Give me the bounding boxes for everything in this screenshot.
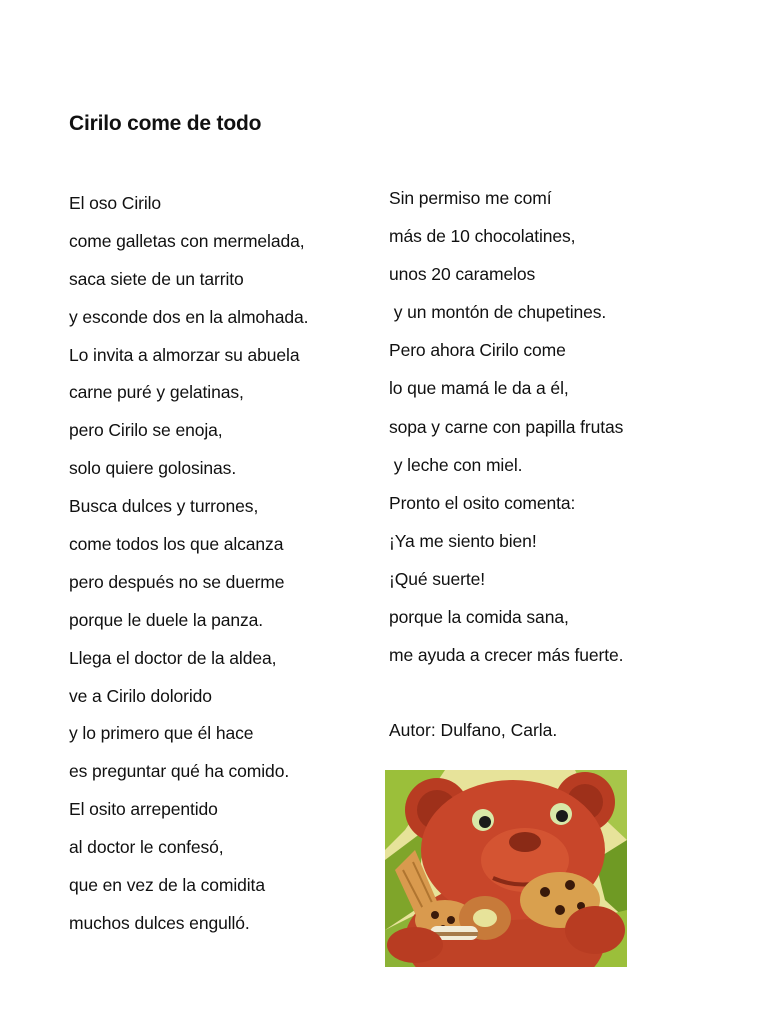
poem-line: solo quiere golosinas. xyxy=(69,458,237,479)
poem-line: El oso Cirilo xyxy=(69,193,162,213)
poem-line: pero Cirilo se enoja, xyxy=(69,420,223,441)
poem-line: carne puré y gelatinas, xyxy=(69,382,244,403)
poem-line: Sin permiso me comí xyxy=(389,188,552,208)
poem-line: Llega el doctor de la aldea, xyxy=(69,647,277,668)
poem-line: lo que mamá le da a él, xyxy=(389,378,569,399)
poem-line: porque le duele la panza. xyxy=(69,609,264,630)
poem-line: y leche con miel. xyxy=(389,454,523,475)
poem-line: Busca dulces y turrones, xyxy=(69,496,259,517)
poem-line: saca siete de un tarrito xyxy=(69,268,244,289)
poem-line: muchos dulces engulló. xyxy=(69,912,250,933)
poem-line: y esconde dos en la almohada. xyxy=(69,306,309,327)
poem-line: ¡Qué suerte! xyxy=(389,568,486,589)
poem-line: pero después no se duerme xyxy=(69,571,285,592)
bear-illustration xyxy=(385,770,627,967)
poem-right-column xyxy=(389,179,623,674)
poem-line: me ayuda a crecer más fuerte. xyxy=(389,645,624,666)
poem-line: El osito arrepentido xyxy=(69,799,218,820)
poem-line: porque la comida sana, xyxy=(389,607,569,628)
poem-line: come galletas con mermelada, xyxy=(69,230,305,251)
poem-line: y un montón de chupetines. xyxy=(389,302,607,323)
poem-line: más de 10 chocolatines, xyxy=(389,226,576,247)
poem-line: y lo primero que él hace xyxy=(69,723,254,744)
poem-line: es preguntar qué ha comido. xyxy=(69,761,290,782)
poem-line: unos 20 caramelos xyxy=(389,264,536,285)
poem-line: al doctor le confesó, xyxy=(69,837,224,858)
poem-left-column xyxy=(69,185,308,943)
bear-eating-cookies-image xyxy=(385,770,627,967)
poem-line: come todos los que alcanza xyxy=(69,534,284,555)
poem-line: sopa y carne con papilla frutas xyxy=(389,416,624,437)
poem-line: que en vez de la comidita xyxy=(69,875,265,896)
poem-line: ¡Ya me siento bien! xyxy=(389,530,537,551)
poem-line: Pero ahora Cirilo come xyxy=(389,340,566,361)
poem-line: Pronto el osito comenta: xyxy=(389,492,576,513)
poem-line: ve a Cirilo dolorido xyxy=(69,685,212,706)
poem-title: Cirilo come de todo xyxy=(69,112,262,135)
poem-line: Lo invita a almorzar su abuela xyxy=(69,344,300,365)
author-credit: Autor: Dulfano, Carla. xyxy=(389,720,558,740)
